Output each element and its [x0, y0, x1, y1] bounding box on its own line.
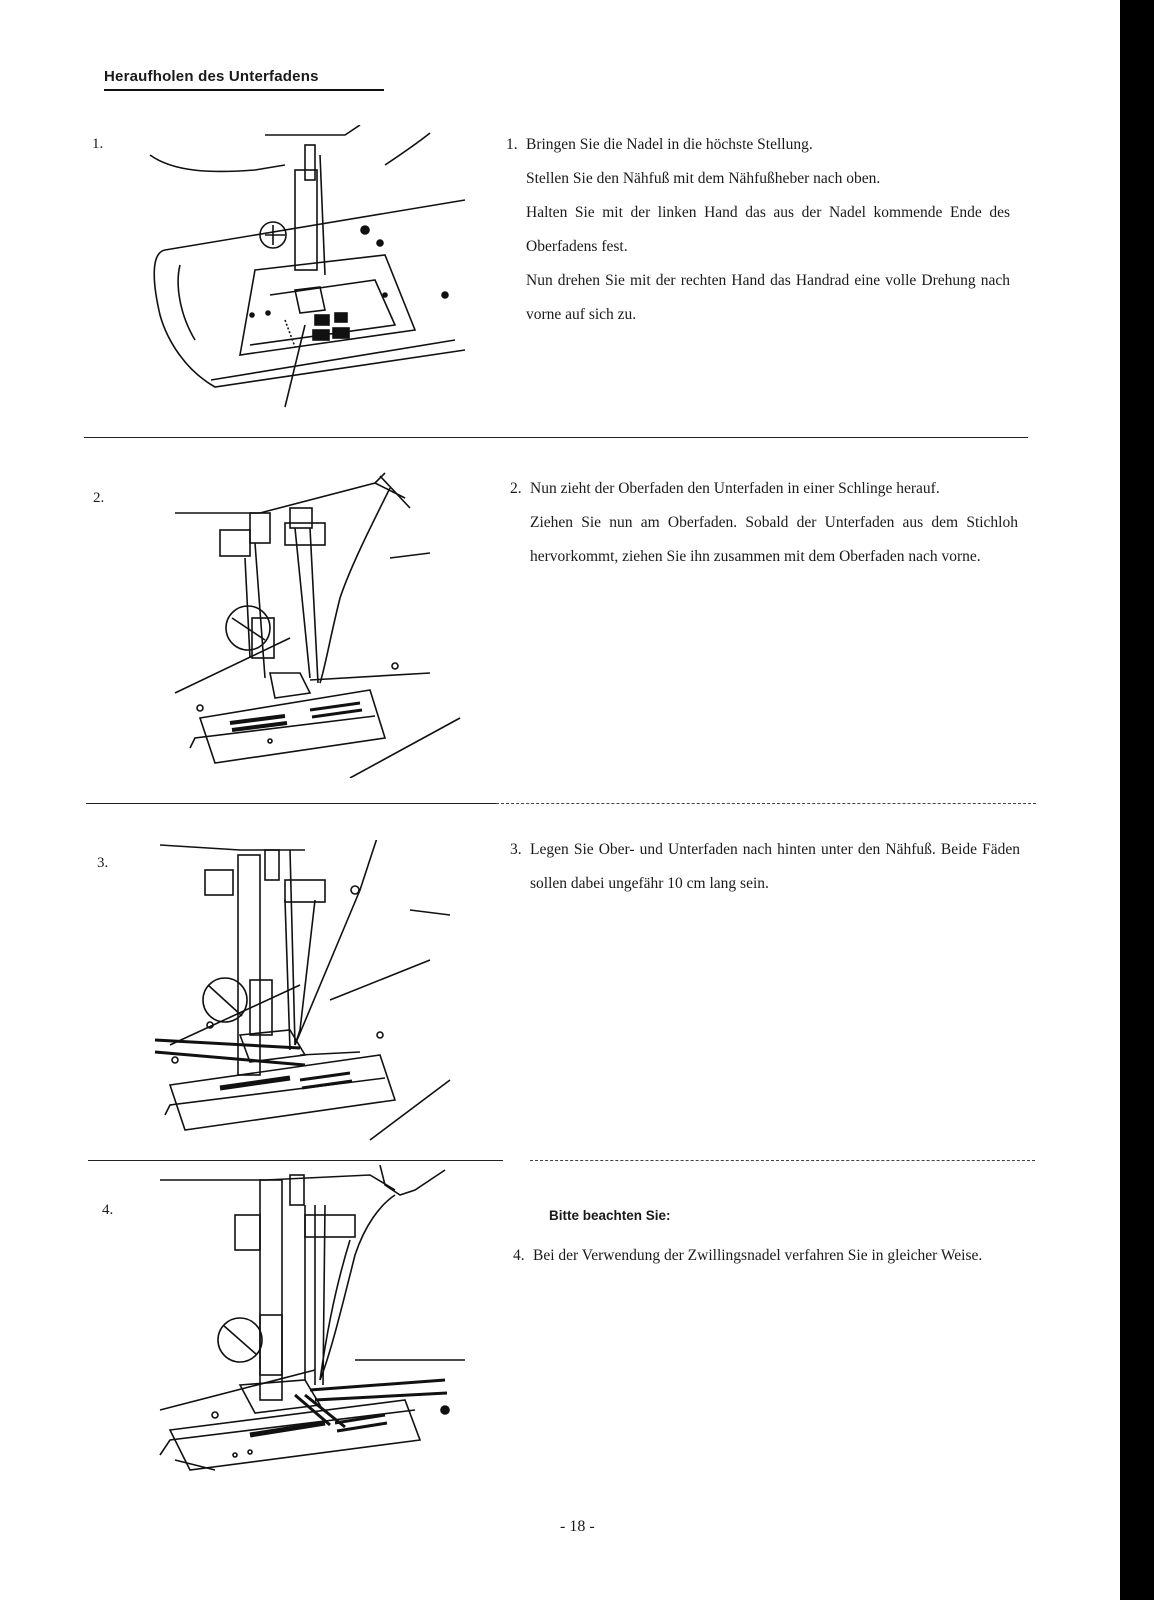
step-3-label: 3.: [97, 855, 109, 871]
page-number: - 18 -: [560, 1518, 595, 1535]
sewing-machine-needle-top-position-icon: [145, 125, 475, 410]
step-1-line: Halten Sie mit der linken Hand das aus der Nadel kommende Ende des Oberfadens fest.: [526, 204, 1010, 255]
section-divider: [496, 803, 1036, 804]
step-1-lead: Bringen Sie die Nadel in die höchste Stellung.: [526, 136, 813, 153]
step-1-number: 1.: [506, 136, 518, 153]
step-4-number: 4.: [513, 1247, 525, 1264]
bobbin-thread-loop-icon: [170, 468, 470, 778]
step-2-figure: [170, 468, 470, 778]
section-divider: [84, 437, 1028, 438]
step-1-line: Stellen Sie den Nähfuß mit dem Nähfußheber nach oben.: [526, 170, 881, 187]
step-1-figure: [145, 125, 475, 410]
step-2-lead: Nun zieht der Oberfaden den Unterfaden in einer Schlinge herauf.: [530, 480, 940, 497]
step-3-number: 3.: [510, 841, 522, 858]
step-3-text: [510, 833, 1020, 901]
step-1-text: [506, 128, 1010, 332]
note-heading: Bitte beachten Sie:: [549, 1208, 671, 1223]
page-title: Heraufholen des Unterfadens: [104, 68, 384, 91]
section-divider: [88, 1160, 503, 1161]
step-2-item: [510, 472, 1018, 506]
step-3-item: [510, 833, 1020, 901]
step-2-line: Ziehen Sie nun am Oberfaden. Sobald der Unterfaden aus dem Stichloh hervorkommt, ziehen Sie ihn zusammen mit dem Oberfaden nach vorne.: [530, 514, 1018, 565]
step-3-figure: [150, 840, 470, 1150]
section-divider: [86, 803, 496, 804]
twin-needle-threads-icon: [155, 1165, 470, 1485]
section-divider: [530, 1160, 1035, 1161]
step-1-item: [506, 128, 1010, 162]
step-2-label: 2.: [93, 490, 105, 506]
step-4-label: 4.: [102, 1202, 114, 1218]
step-4-figure: [155, 1165, 470, 1485]
step-4-text: [513, 1239, 1025, 1273]
step-2-number: 2.: [510, 480, 522, 497]
step-4-lead: Bei der Verwendung der Zwillingsnadel verfahren Sie in gleicher Weise.: [533, 1247, 983, 1264]
threads-under-presser-foot-icon: [150, 840, 470, 1150]
step-2-text: [510, 472, 1018, 574]
step-4-item: [513, 1239, 1025, 1273]
step-1-line: Nun drehen Sie mit der rechten Hand das Handrad eine volle Drehung nach vorne auf sich zu.: [526, 272, 1010, 323]
page-edge-bar: [1120, 0, 1154, 1600]
step-1-label: 1.: [92, 136, 104, 152]
step-3-lead: Legen Sie Ober- und Unterfaden nach hinten unter den Nähfuß. Beide Fäden sollen dabei ungefähr 10 cm lang sein.: [530, 841, 1020, 892]
